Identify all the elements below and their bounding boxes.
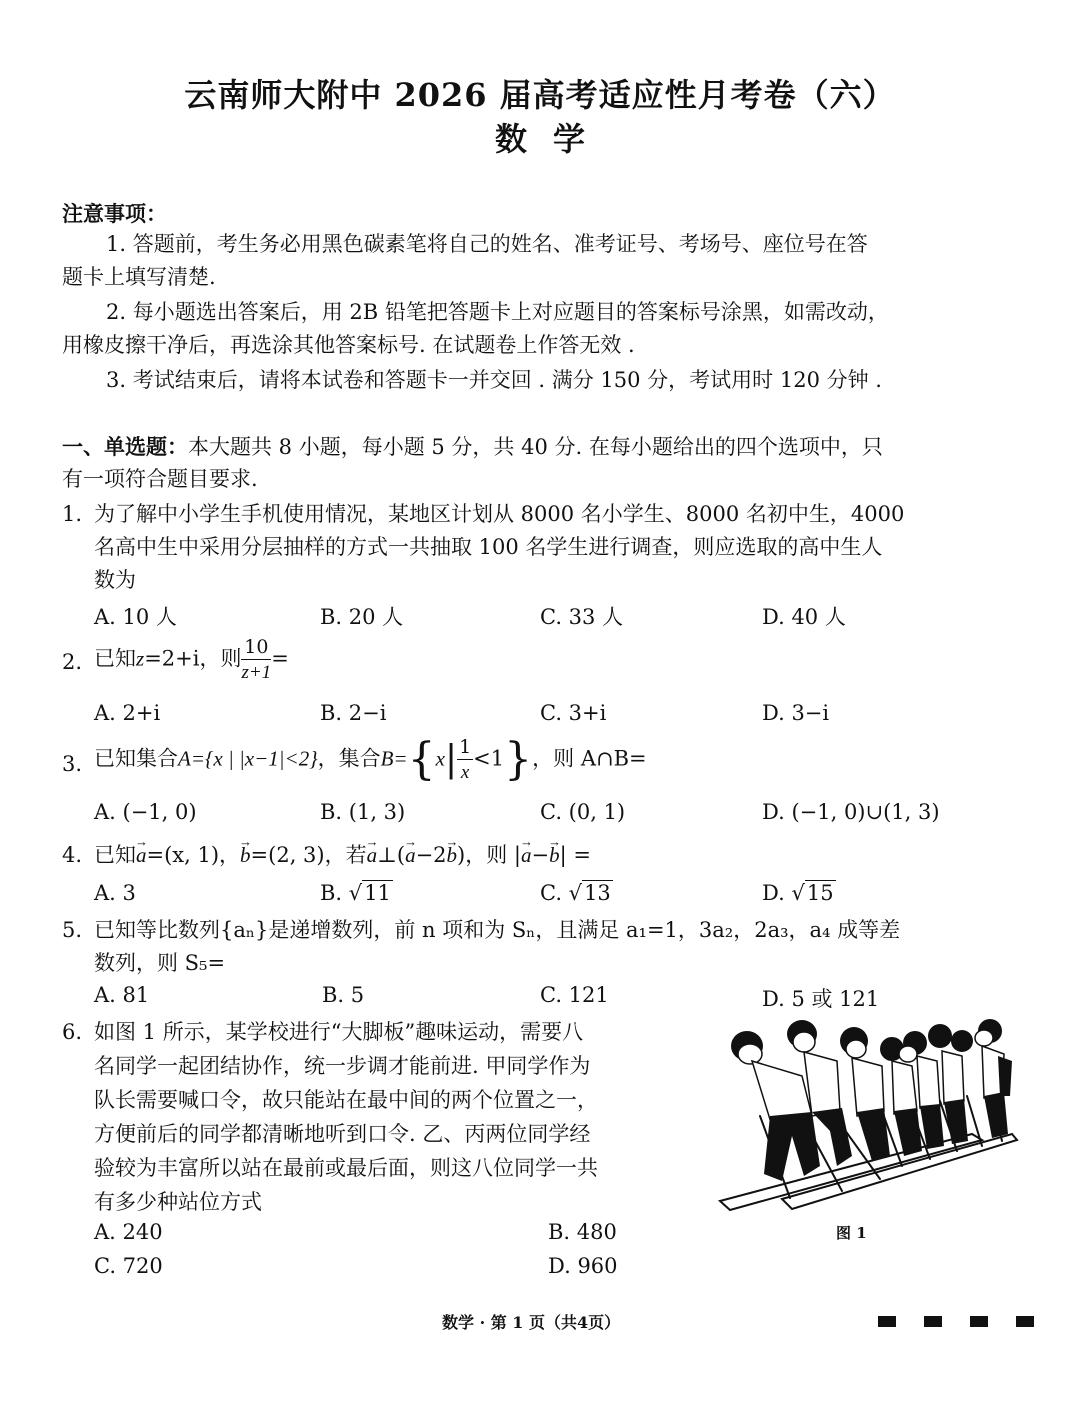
- q3-fraction-numerator: 1: [459, 736, 472, 758]
- q1-option-b[interactable]: B. 20 人: [320, 605, 404, 629]
- q3-stem: [94, 734, 647, 785]
- alignment-mark: [924, 1316, 942, 1327]
- section-description: 本大题共 8 小题，每小题 5 分，共 40 分. 在每小题给出的四个选项中，只: [188, 435, 883, 459]
- section-heading-line1: [62, 430, 883, 464]
- q3-set-b-label: B=: [380, 746, 408, 771]
- q2-number: 2.: [62, 650, 83, 674]
- q4-stem-end: | =: [559, 843, 591, 867]
- q3-option-a[interactable]: A. (−1, 0): [94, 800, 197, 824]
- q5-stem-line2: 数列，则 S₅=: [94, 951, 226, 975]
- q4-option-c-value: 13: [584, 881, 611, 905]
- q2-fraction-denominator: z+1: [241, 662, 272, 683]
- notice-item-2-line2: 用橡皮擦干净后，再选涂其他答案标号. 在试题卷上作答无效 .: [62, 333, 635, 357]
- q4-vector-a: → a: [405, 839, 416, 872]
- q6-stem-line1: 如图 1 所示，某学校进行“大脚板”趣味运动，需要八: [94, 1020, 584, 1044]
- q1-number: 1.: [62, 502, 83, 526]
- q6-option-a[interactable]: A. 240: [94, 1220, 163, 1244]
- sqrt-symbol: √15: [791, 881, 834, 905]
- q2-stem-eq: =2+i，则: [144, 646, 242, 671]
- q2-fraction: [241, 638, 271, 682]
- q2-var-z: z: [136, 646, 145, 671]
- q4-minus: −: [531, 843, 550, 867]
- subject-title: 数学: [494, 120, 611, 158]
- q1-option-d[interactable]: D. 40 人: [762, 605, 846, 629]
- q3-fraction-denominator: x: [460, 762, 470, 783]
- q2-option-b[interactable]: B. 2−i: [320, 701, 387, 725]
- q6-stem-line3: 队长需要喊口令，故只能站在最中间的两个位置之一，: [94, 1088, 598, 1112]
- q6-number: 6.: [62, 1020, 83, 1044]
- exam-title: 云南师大附中 2026 届高考适应性月考卷（六）: [184, 76, 896, 114]
- q3-option-d[interactable]: D. (−1, 0)∪(1, 3): [762, 800, 940, 824]
- q5-option-a[interactable]: A. 81: [94, 983, 150, 1007]
- q4-vector-b: → b: [549, 839, 560, 872]
- q4-vector-a: → a: [521, 839, 532, 872]
- q4-minus-two: −2: [415, 843, 447, 867]
- q4-vector-b: → b: [240, 839, 251, 872]
- q1-stem-line3: 数为: [94, 568, 136, 592]
- q4-option-d-value: 15: [806, 881, 834, 905]
- q2-stem: [94, 638, 289, 682]
- q4-stem: [94, 839, 591, 872]
- q1-stem-line2: 名高中生中采用分层抽样的方式一共抽取 100 名学生进行调查，则应选取的高中生人: [94, 535, 883, 559]
- q4-option-a-value: 3: [122, 881, 136, 905]
- q3-stem-suffix: ，则 A∩B=: [532, 746, 647, 771]
- q6-stem-line4: 方便前后的同学都清晰地听到口令. 乙、丙两位同学经: [94, 1122, 591, 1146]
- q4-vector-b-value: =(2, 3)，若: [250, 843, 367, 867]
- q5-option-b[interactable]: B. 5: [322, 983, 365, 1007]
- q4-vector-a: → a: [367, 839, 378, 872]
- q3-set-a: A={x | |x−1|<2}: [178, 746, 318, 771]
- q3-bar: |: [444, 739, 458, 780]
- q5-number: 5.: [62, 918, 83, 942]
- q6-stem-line5: 验较为丰富所以站在最前或最后面，则这八位同学一共: [94, 1156, 598, 1180]
- q4-vector-b: → b: [447, 839, 458, 872]
- q4-perp: ⊥(: [377, 843, 406, 867]
- q4-then: )，则 |: [457, 843, 521, 867]
- page-footer: 数学 · 第 1 页（共4页）: [442, 1313, 621, 1332]
- alignment-mark: [1016, 1316, 1034, 1327]
- q1-stem-line1: 为了解中小学生手机使用情况，某地区计划从 8000 名小学生、8000 名初中生，4000: [94, 502, 905, 526]
- q6-option-b[interactable]: B. 480: [548, 1220, 617, 1244]
- q6-option-d[interactable]: D. 960: [548, 1254, 618, 1278]
- q2-fraction-numerator: 10: [241, 638, 271, 660]
- q2-option-a[interactable]: A. 2+i: [94, 701, 161, 725]
- q5-option-d[interactable]: D. 5 或 121: [762, 987, 880, 1011]
- q4-vector-a: → a: [136, 839, 147, 872]
- notice-item-1-line2: 题卡上填写清楚.: [62, 265, 216, 289]
- figure-1-illustration: [712, 1016, 1027, 1216]
- alignment-mark: [970, 1316, 988, 1327]
- q2-option-d[interactable]: D. 3−i: [762, 701, 830, 725]
- q4-option-c[interactable]: [540, 881, 613, 905]
- q3-number: 3.: [62, 752, 83, 776]
- q3-fraction: [457, 738, 473, 782]
- q4-option-d-label: D.: [762, 881, 792, 905]
- sqrt-symbol: √13: [568, 881, 611, 905]
- sqrt-symbol: √11: [348, 881, 391, 905]
- q2-option-c[interactable]: C. 3+i: [540, 701, 607, 725]
- q3-option-c[interactable]: C. (0, 1): [540, 800, 626, 824]
- q6-option-c[interactable]: C. 720: [94, 1254, 163, 1278]
- notice-item-1-line1: 1. 答题前，考生务必用黑色碳素笔将自己的姓名、准考证号、考场号、座位号在答: [106, 232, 868, 256]
- q3-set-b-var: x: [435, 746, 445, 771]
- q3-option-b[interactable]: B. (1, 3): [320, 800, 406, 824]
- q3-set-b-condition: <1: [473, 746, 505, 771]
- q3-right-brace: }: [504, 734, 533, 785]
- q2-stem-suffix: =: [271, 646, 289, 671]
- section-description-line2: 有一项符合题目要求.: [62, 467, 258, 491]
- q1-option-a[interactable]: A. 10 人: [94, 605, 177, 629]
- q6-stem-line2: 名同学一起团结协作，统一步调才能前进. 甲同学作为: [94, 1054, 591, 1078]
- notice-heading: 注意事项：: [62, 201, 167, 226]
- figure-1-caption: 图 1: [836, 1224, 867, 1242]
- q4-number: 4.: [62, 843, 83, 867]
- q4-vector-a-value: =(x, 1)，: [146, 843, 241, 867]
- section-heading: 一、单选题：: [62, 434, 188, 459]
- q6-stem-line6: 有多少种站位方式: [94, 1190, 262, 1214]
- q3-stem-prefix: 已知集合: [94, 746, 178, 771]
- q5-option-c[interactable]: C. 121: [540, 983, 609, 1007]
- alignment-mark: [878, 1316, 896, 1327]
- q4-option-b-value: 11: [364, 881, 391, 905]
- q2-stem-prefix: 已知: [94, 646, 136, 671]
- q3-stem-mid: ，集合: [317, 746, 381, 771]
- notice-item-2-line1: 2. 每小题选出答案后，用 2B 铅笔把答题卡上对应题目的答案标号涂黑，如需改动，: [106, 300, 889, 324]
- notice-item-3-line1: 3. 考试结束后，请将本试卷和答题卡一并交回 . 满分 150 分，考试用时 120 分钟 .: [106, 368, 882, 392]
- q4-option-a-label: A.: [94, 881, 123, 905]
- q5-stem-line1: 已知等比数列{aₙ}是递增数列，前 n 项和为 Sₙ，且满足 a₁=1，3a₂，2a₃，a₄ 成等差: [94, 918, 901, 942]
- q4-stem-prefix: 已知: [94, 843, 136, 867]
- q3-left-brace: {: [407, 734, 436, 785]
- q4-option-a[interactable]: [94, 881, 136, 905]
- q4-option-c-label: C.: [540, 881, 569, 905]
- q4-option-b[interactable]: [320, 881, 393, 905]
- q1-option-c[interactable]: C. 33 人: [540, 605, 624, 629]
- q4-option-b-label: B.: [320, 881, 349, 905]
- q4-option-d[interactable]: [762, 881, 836, 905]
